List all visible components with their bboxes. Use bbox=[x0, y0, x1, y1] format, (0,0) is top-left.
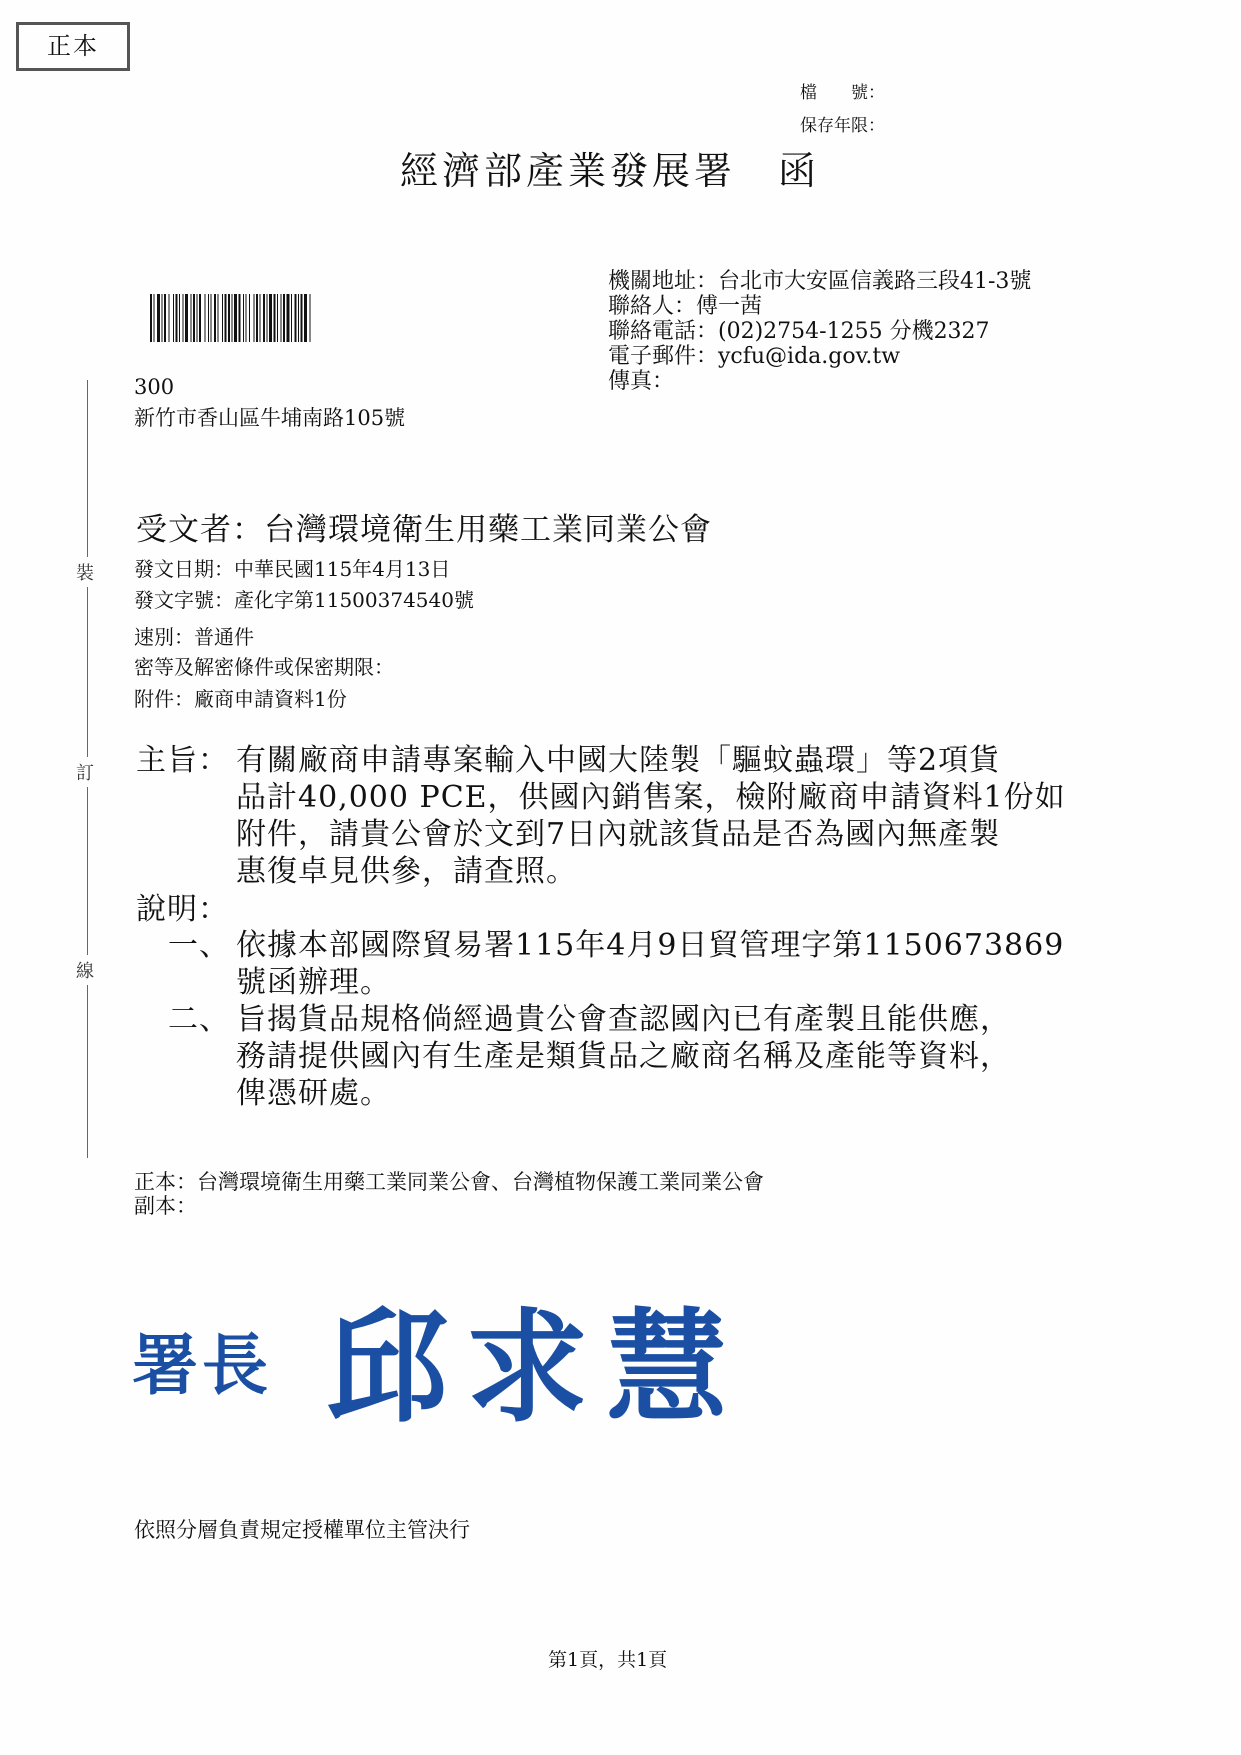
page-number: 第1頁，共1頁 bbox=[548, 1649, 668, 1671]
recipient-address: 新竹市香山區牛埔南路105號 bbox=[134, 406, 406, 430]
sender-address: 機關地址：台北市大安區信義路三段41-3號 bbox=[608, 269, 1032, 294]
explanation-line: 號函辦理。 bbox=[236, 965, 391, 1000]
explanation-line: 務請提供國內有生產是類貨品之廠商名稱及產能等資料， bbox=[236, 1039, 1011, 1074]
explanation-item-number: 一、 bbox=[168, 928, 230, 963]
barcode bbox=[150, 294, 415, 342]
file-number-label: 檔 號： bbox=[800, 83, 885, 103]
subject-line: 附件，請貴公會於文到7日內就該貨品是否為國內無產製 bbox=[236, 817, 1001, 852]
explanation-line: 旨揭貨品規格倘經過貴公會查認國內已有產製且能供應， bbox=[236, 1002, 1011, 1037]
subject-line: 有關廠商申請專案輸入中國大陸製「驅蚊蟲環」等2項貨 bbox=[236, 743, 1001, 778]
sender-phone: 聯絡電話：(02)2754-1255 分機2327 bbox=[608, 319, 990, 344]
delivery-speed: 速別：普通件 bbox=[134, 625, 254, 649]
sender-email: 電子郵件：ycfu@ida.gov.tw bbox=[608, 344, 901, 369]
sender-contact-person: 聯絡人：傅一茜 bbox=[608, 294, 763, 319]
explanation-line: 依據本部國際貿易署115年4月9日貿管理字第1150673869 bbox=[236, 928, 1065, 963]
subject-label: 主旨： bbox=[136, 743, 229, 778]
binding-mark: 裝 bbox=[76, 557, 94, 587]
binding-mark: 訂 bbox=[76, 757, 94, 787]
issue-date: 發文日期：中華民國115年4月13日 bbox=[134, 557, 451, 581]
original-copy-stamp: 正本 bbox=[16, 22, 130, 71]
recipient-postal-code: 300 bbox=[134, 375, 175, 399]
original-copy-recipients: 正本：台灣環境衛生用藥工業同業公會、台灣植物保護工業同業公會 bbox=[134, 1170, 764, 1194]
secrecy-level: 密等及解密條件或保密期限： bbox=[134, 655, 394, 679]
explanation-label: 說明： bbox=[136, 892, 229, 927]
delegation-note: 依照分層負責規定授權單位主管決行 bbox=[134, 1518, 470, 1542]
binding-mark: 線 bbox=[76, 955, 94, 985]
subject-line: 品計40,000 PCE，供國內銷售案，檢附廠商申請資料1份如 bbox=[236, 780, 1066, 815]
document-title: 經濟部產業發展署 函 bbox=[400, 149, 821, 193]
explanation-item-number: 二、 bbox=[168, 1002, 230, 1037]
retention-period-label: 保存年限： bbox=[800, 116, 885, 136]
subject-line: 惠復卓見供參，請查照。 bbox=[236, 854, 577, 889]
signature-name-stamp: 邱求慧 bbox=[326, 1295, 746, 1439]
recipient: 受文者：台灣環境衛生用藥工業同業公會 bbox=[136, 512, 712, 548]
attachment: 附件：廠商申請資料1份 bbox=[134, 687, 347, 711]
explanation-line: 俾憑研處。 bbox=[236, 1076, 391, 1111]
carbon-copy-recipients: 副本： bbox=[134, 1194, 197, 1218]
sender-fax: 傳真： bbox=[608, 369, 675, 394]
issue-number: 發文字號：產化字第11500374540號 bbox=[134, 588, 474, 612]
signature-title-stamp: 署長 bbox=[132, 1326, 272, 1404]
